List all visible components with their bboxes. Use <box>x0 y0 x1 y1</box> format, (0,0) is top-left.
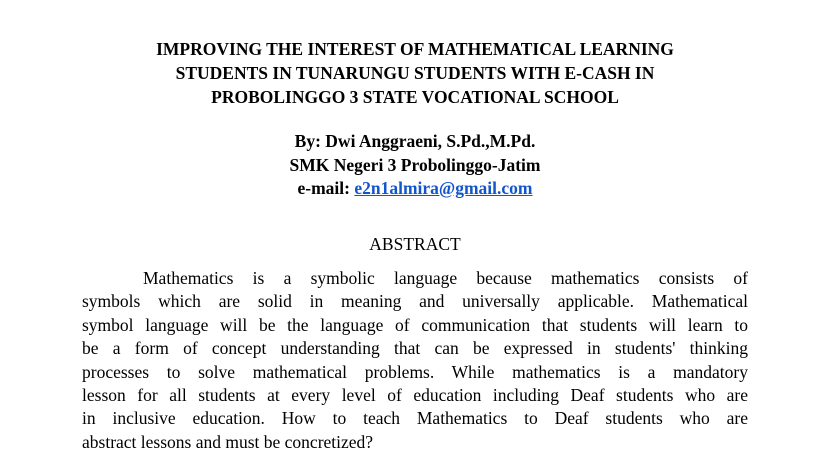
abstract-line: lesson for all students at every level of education including Deaf students who are <box>82 384 748 405</box>
title-line-3: PROBOLINGGO 3 STATE VOCATIONAL SCHOOL <box>211 87 619 107</box>
email-label: e-mail: <box>297 178 355 198</box>
abstract-line: in inclusive education. How to teach Mathematics to Deaf students who are <box>82 408 748 429</box>
author-affiliation: SMK Negeri 3 Probolinggo-Jatim <box>289 154 541 175</box>
abstract-line: symbols which are solid in meaning and universally applicable. Mathematical <box>82 291 748 312</box>
title-line-1: IMPROVING THE INTEREST OF MATHEMATICAL LEARNING <box>156 39 674 59</box>
abstract-line: be a form of concept understanding that can be expressed in students' thinking <box>82 338 748 359</box>
paper-title <box>0 37 817 109</box>
abstract-line: Mathematics is a symbolic language because mathematics consists of <box>143 268 748 288</box>
abstract-line: abstract lessons and must be concretized? <box>82 431 374 452</box>
abstract-line: processes to solve mathematical problems. While mathematics is a mandatory <box>82 361 748 382</box>
author-name: By: Dwi Anggraeni, S.Pd.,M.Pd. <box>294 131 536 151</box>
abstract-heading: ABSTRACT <box>369 234 461 254</box>
author-block <box>0 130 817 201</box>
abstract-paragraph <box>82 267 748 454</box>
email-link[interactable]: e2n1almira@gmail.com <box>354 178 533 198</box>
title-line-2: STUDENTS IN TUNARUNGU STUDENTS WITH E-CASH IN <box>175 63 655 83</box>
author-email-line <box>0 177 817 201</box>
abstract-line: symbol language will be the language of communication that students will learn to <box>82 314 748 335</box>
